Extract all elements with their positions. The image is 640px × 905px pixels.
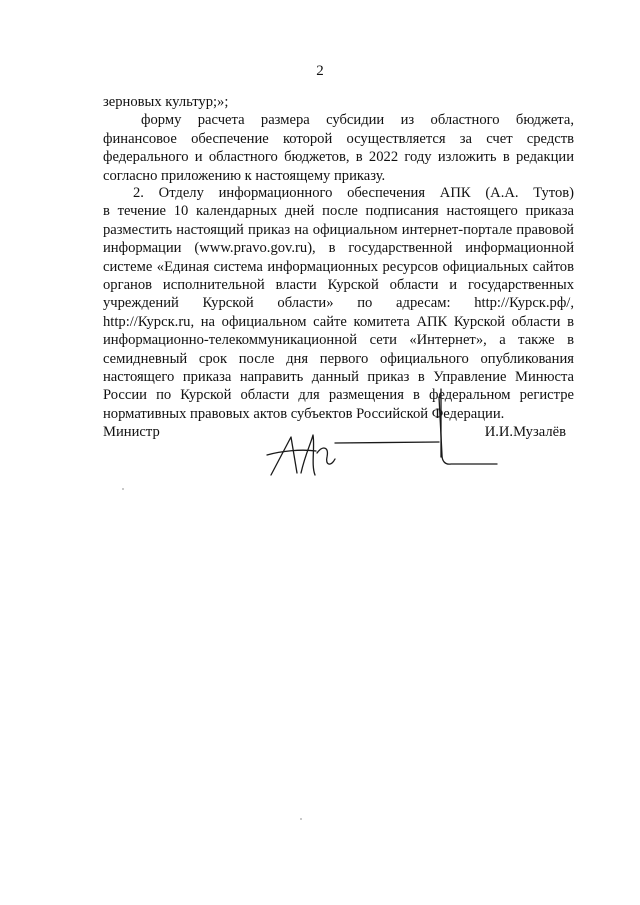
paragraph-continuation [103,93,574,185]
text-line: нормативных правовых актов субъектов Российской Федерации. [103,405,505,422]
text-line: информации (www.pravo.gov.ru), в государственной информационной [103,240,574,257]
text-line: 2. Отделу информационного обеспечения АПК (А.А. Тутов) [133,185,574,201]
signer-name: И.И.Музалёв [484,424,566,440]
text-line: информационно-телекоммуникационной сети «Интернет», а также в [103,332,574,349]
text-line: органов исполнительной власти Курской области и государственных [103,276,574,293]
text-line: семидневный срок после дня первого официального опубликования [103,350,574,367]
text-line: в течение 10 календарных дней после подписания настоящего приказа [103,203,574,220]
signer-position: Министр [103,424,160,440]
signature-block [103,420,574,480]
handwritten-signature [261,385,501,485]
text-line: согласно приложению к настоящему приказу. [103,167,386,184]
text-line: зерновых культур;»; [103,94,229,110]
text-line: России по Курской области для размещения в федеральном регистре [103,387,574,404]
text-line: учреждений Курской области» по адресам: http://Курск.рф/, [103,295,574,312]
text-line: разместить настоящий приказ на официальном интернет-портале правовой [103,221,574,238]
text-line: финансовое обеспечение которой осуществляется за счет средств [103,130,574,147]
scan-speck [300,818,302,820]
text-line: форму расчета размера субсидии из областного бюджета, [141,112,574,129]
text-line: системе «Единая система информационных ресурсов официальных сайтов [103,258,574,275]
text-line: настоящего приказа направить данный приказ в Управление Минюста [103,368,574,385]
text-line: федерального и областного бюджетов, в 2022 году изложить в редакции [103,149,574,166]
page-number: 2 [316,63,324,79]
scan-speck [122,488,124,490]
text-line: http://Курск.ru, на официальном сайте комитета АПК Курской области в [103,313,574,330]
